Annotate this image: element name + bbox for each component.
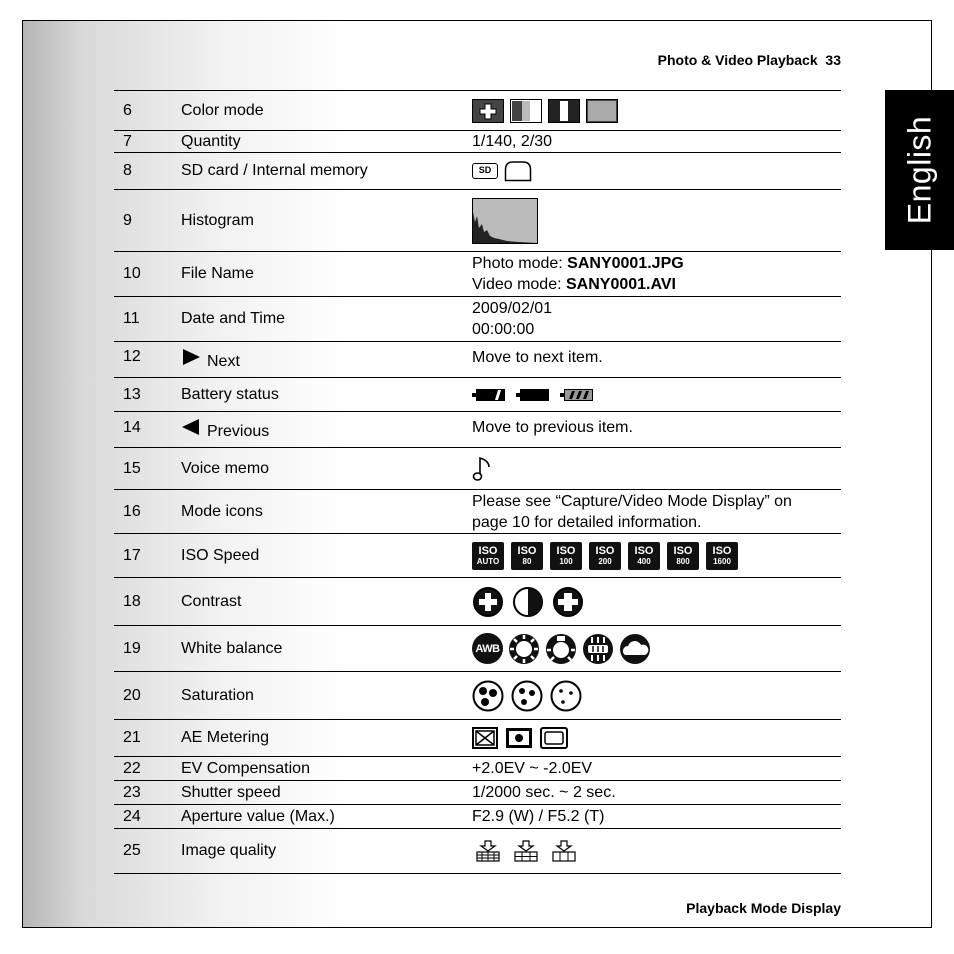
wb-auto-icon: AWB <box>472 633 503 664</box>
table-row <box>114 448 841 490</box>
row-number: 21 <box>123 729 141 746</box>
voice-memo-icon <box>472 455 494 483</box>
row-description: F2.9 (W) / F5.2 (T) <box>472 807 605 825</box>
mode-icons-description <box>472 491 792 533</box>
row-item: File Name <box>181 265 254 282</box>
row-item: Image quality <box>181 842 277 859</box>
row-item: Battery status <box>181 385 279 403</box>
row-item: Date and Time <box>181 310 286 327</box>
white-balance-icons <box>472 633 651 665</box>
playback-display-table <box>114 90 841 874</box>
table-row <box>114 757 841 781</box>
table-row <box>114 805 841 829</box>
row-number: 24 <box>123 807 141 825</box>
next-item <box>181 348 240 370</box>
internal-memory-icon <box>504 160 532 182</box>
table-row <box>114 378 841 412</box>
row-number: 6 <box>123 101 132 119</box>
row-item: Previous <box>207 423 270 440</box>
saturation-icons <box>472 680 582 712</box>
table-row <box>114 829 841 874</box>
row-item: SD card / Internal memory <box>181 162 368 179</box>
saturation-high-icon <box>472 680 504 712</box>
row-number: 15 <box>123 459 141 477</box>
wb-daylight-icon <box>508 633 540 665</box>
iso-800-icon: ISO 800 <box>667 542 699 570</box>
table-row <box>114 252 841 297</box>
iso-400-icon: ISO 400 <box>628 542 660 570</box>
time-value: 00:00:00 <box>472 321 535 338</box>
description-line: Please see “Capture/Video Mode Display” on <box>472 492 792 510</box>
page-footer: Playback Mode Display <box>686 900 841 916</box>
sd-card-icon <box>472 163 498 179</box>
iso-auto-icon: ISO AUTO <box>472 542 504 570</box>
battery-icons <box>472 388 594 402</box>
row-description: 1/140, 2/30 <box>472 132 553 150</box>
table-row <box>114 490 841 534</box>
row-item: Saturation <box>181 686 254 704</box>
row-number: 8 <box>123 162 132 179</box>
photo-mode-label: Photo mode: <box>472 255 568 272</box>
table-row <box>114 91 841 131</box>
row-number: 17 <box>123 546 141 564</box>
battery-low-icon <box>560 388 594 402</box>
table-row <box>114 153 841 190</box>
table-row <box>114 342 841 378</box>
row-number: 14 <box>123 419 141 436</box>
video-mode-filename: SANY0001.AVI <box>566 276 676 293</box>
sd-card-label: SD <box>478 165 492 175</box>
saturation-low-icon <box>550 680 582 712</box>
previous-item <box>181 418 270 440</box>
row-item: Color mode <box>181 101 264 119</box>
quality-normal-icon <box>552 840 576 862</box>
iso-1600-icon: ISO 1600 <box>706 542 738 570</box>
metering-multi-icon <box>472 727 498 749</box>
previous-arrow-icon <box>181 418 201 436</box>
color-mode-vivid-icon <box>472 99 504 123</box>
row-description: +2.0EV ~ -2.0EV <box>472 759 593 777</box>
row-item: EV Compensation <box>181 759 310 777</box>
row-number: 11 <box>123 310 140 327</box>
table-row <box>114 626 841 672</box>
row-item: AE Metering <box>181 729 270 746</box>
description-line: page 10 for detailed information. <box>472 513 702 531</box>
row-number: 18 <box>123 592 141 610</box>
row-number: 19 <box>123 639 141 657</box>
row-number: 13 <box>123 385 141 403</box>
row-number: 23 <box>123 783 141 801</box>
iso-100-icon: ISO 100 <box>550 542 582 570</box>
row-item: Histogram <box>181 211 254 229</box>
row-item: Voice memo <box>181 459 270 477</box>
language-tab <box>885 90 954 250</box>
contrast-low-icon <box>552 586 584 618</box>
contrast-normal-icon <box>512 586 544 618</box>
quality-super-fine-icon <box>476 840 500 862</box>
row-number: 20 <box>123 686 141 704</box>
row-item: ISO Speed <box>181 546 260 564</box>
contrast-icons <box>472 586 584 618</box>
row-item: Next <box>207 353 240 370</box>
color-mode-bw-icon <box>548 99 580 123</box>
row-number: 16 <box>123 502 141 520</box>
row-number: 9 <box>123 211 132 229</box>
color-mode-icons <box>472 99 618 123</box>
row-item: Mode icons <box>181 502 263 520</box>
next-arrow-icon <box>181 348 201 366</box>
storage-icons <box>472 160 532 182</box>
date-value: 2009/02/01 <box>472 300 553 317</box>
file-name-description <box>472 253 684 295</box>
quality-fine-icon <box>514 840 538 862</box>
table-row <box>114 781 841 805</box>
date-time-description <box>472 298 552 340</box>
row-number: 25 <box>123 842 141 859</box>
image-quality-icons <box>476 840 576 862</box>
metering-spot-icon <box>505 727 533 749</box>
table-row <box>114 412 841 448</box>
row-number: 12 <box>123 348 141 365</box>
iso-200-icon: ISO 200 <box>589 542 621 570</box>
iso-80-icon: ISO 80 <box>511 542 543 570</box>
ae-metering-icons <box>472 727 568 749</box>
table-row <box>114 190 841 252</box>
iso-speed-icons <box>472 542 738 570</box>
table-row <box>114 578 841 626</box>
table-row <box>114 297 841 342</box>
language-tab-label: English <box>901 115 937 225</box>
metering-center-icon <box>540 727 568 749</box>
row-description: Move to previous item. <box>472 419 633 436</box>
video-mode-label: Video mode: <box>472 276 566 293</box>
contrast-high-icon <box>472 586 504 618</box>
color-mode-off-icon <box>586 99 618 123</box>
row-number: 22 <box>123 759 141 777</box>
wb-fluorescent-icon <box>582 633 614 665</box>
page-header: Photo & Video Playback 33 <box>657 52 841 68</box>
table-row <box>114 131 841 153</box>
row-description: Move to next item. <box>472 349 603 366</box>
battery-full-icon <box>472 388 506 402</box>
row-item: Shutter speed <box>181 783 281 801</box>
row-item: Aperture value (Max.) <box>181 807 335 825</box>
row-item: Quantity <box>181 132 241 150</box>
row-item: Contrast <box>181 592 242 610</box>
histogram-icon <box>472 198 538 244</box>
row-item: White balance <box>181 639 283 657</box>
saturation-normal-icon <box>511 680 543 712</box>
table-row <box>114 534 841 578</box>
row-number: 10 <box>123 265 141 282</box>
wb-cloudy-icon <box>619 633 651 665</box>
wb-tungsten-icon <box>545 633 577 665</box>
battery-half-icon <box>516 388 550 402</box>
row-number: 7 <box>123 132 132 150</box>
color-mode-sepia-icon <box>510 99 542 123</box>
photo-mode-filename: SANY0001.JPG <box>567 255 684 272</box>
table-row <box>114 720 841 757</box>
table-row <box>114 672 841 720</box>
row-description: 1/2000 sec. ~ 2 sec. <box>472 783 616 801</box>
